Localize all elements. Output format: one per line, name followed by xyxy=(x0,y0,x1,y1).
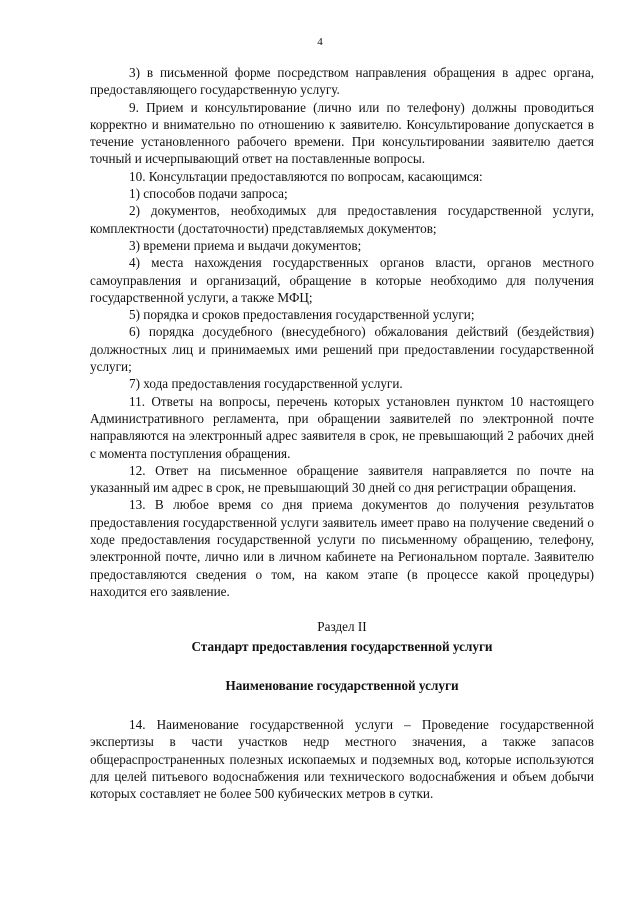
list-item: 5) порядка и сроков предоставления государственной услуги; xyxy=(129,307,475,323)
paragraph-9: 9. Прием и консультирование (лично или по телефону) должны проводиться корректно и внимательно по отношению к заявителю. Консультирование допускается в течение установленного рабочего времени. При консультировании заявителю дается точный и исчерпывающий ответ на поставленные вопросы. xyxy=(90,99,594,167)
paragraph-13: 13. В любое время со дня приема документов до получения результатов предоставления государственной услуги заявитель имеет право на получение сведений о ходе предоставления государственной услуги по письменному обращению, телефону, электронной почте, лично или в личном кабинете на Региональном портале. Заявителю предоставляются сведения о том, на каком этапе (в процессе какой процедуры) находится его заявление. xyxy=(90,497,594,599)
paragraph-8-item-3: 3) в письменной форме посредством направления обращения в адрес органа, предоставляющего государственную услугу. xyxy=(90,65,594,98)
section-subtitle: Наименование государственной услуги xyxy=(225,677,459,693)
list-item: 2) документов, необходимых для предоставления государственной услуги, комплектности (достаточности) представляемых документов; xyxy=(90,203,594,236)
document-body xyxy=(90,64,594,803)
paragraph-11: 11. Ответы на вопросы, перечень которых установлен пунктом 10 настоящего Административного регламента, при обращении заявителей по электронной почте направляются на электронный адрес заявителя в срок, не превышающий 2 рабочих дней с момента поступления обращения. xyxy=(90,393,594,461)
paragraph-14: 14. Наименование государственной услуги – Проведение государственной экспертизы в части участков недр местного значения, а также запасов общераспространенных полезных ископаемых и подземных вод, которые используются для целей питьевого водоснабжения или технического водоснабжения и объем добычи которых составляет не более 500 кубических метров в сутки. xyxy=(90,717,594,802)
list-item: 1) способов подачи запроса; xyxy=(129,186,288,202)
page-number: 4 xyxy=(317,36,323,48)
list-item: 7) хода предоставления государственной услуги. xyxy=(129,376,403,392)
paragraph-12: 12. Ответ на письменное обращение заявителя направляется по почте на указанный им адрес в срок, не превышающий 30 дней со дня регистрации обращения. xyxy=(90,462,594,496)
list-item: 3) времени приема и выдачи документов; xyxy=(129,237,362,253)
list-item: 4) места нахождения государственных органов власти, органов местного самоуправления и организаций, обращение в которые необходимо для получения государственной услуги, а также МФЦ; xyxy=(90,255,594,305)
paragraph-10: 10. Консультации предоставляются по вопросам, касающимся: xyxy=(129,168,483,184)
section-label: Раздел II xyxy=(317,619,367,635)
list-item: 6) порядка досудебного (внесудебного) обжалования действий (бездействия) должностных лиц и принимаемых ими решений при предоставлении государственной услуги; xyxy=(90,324,594,375)
section-title: Стандарт предоставления государственной услуги xyxy=(191,638,493,654)
